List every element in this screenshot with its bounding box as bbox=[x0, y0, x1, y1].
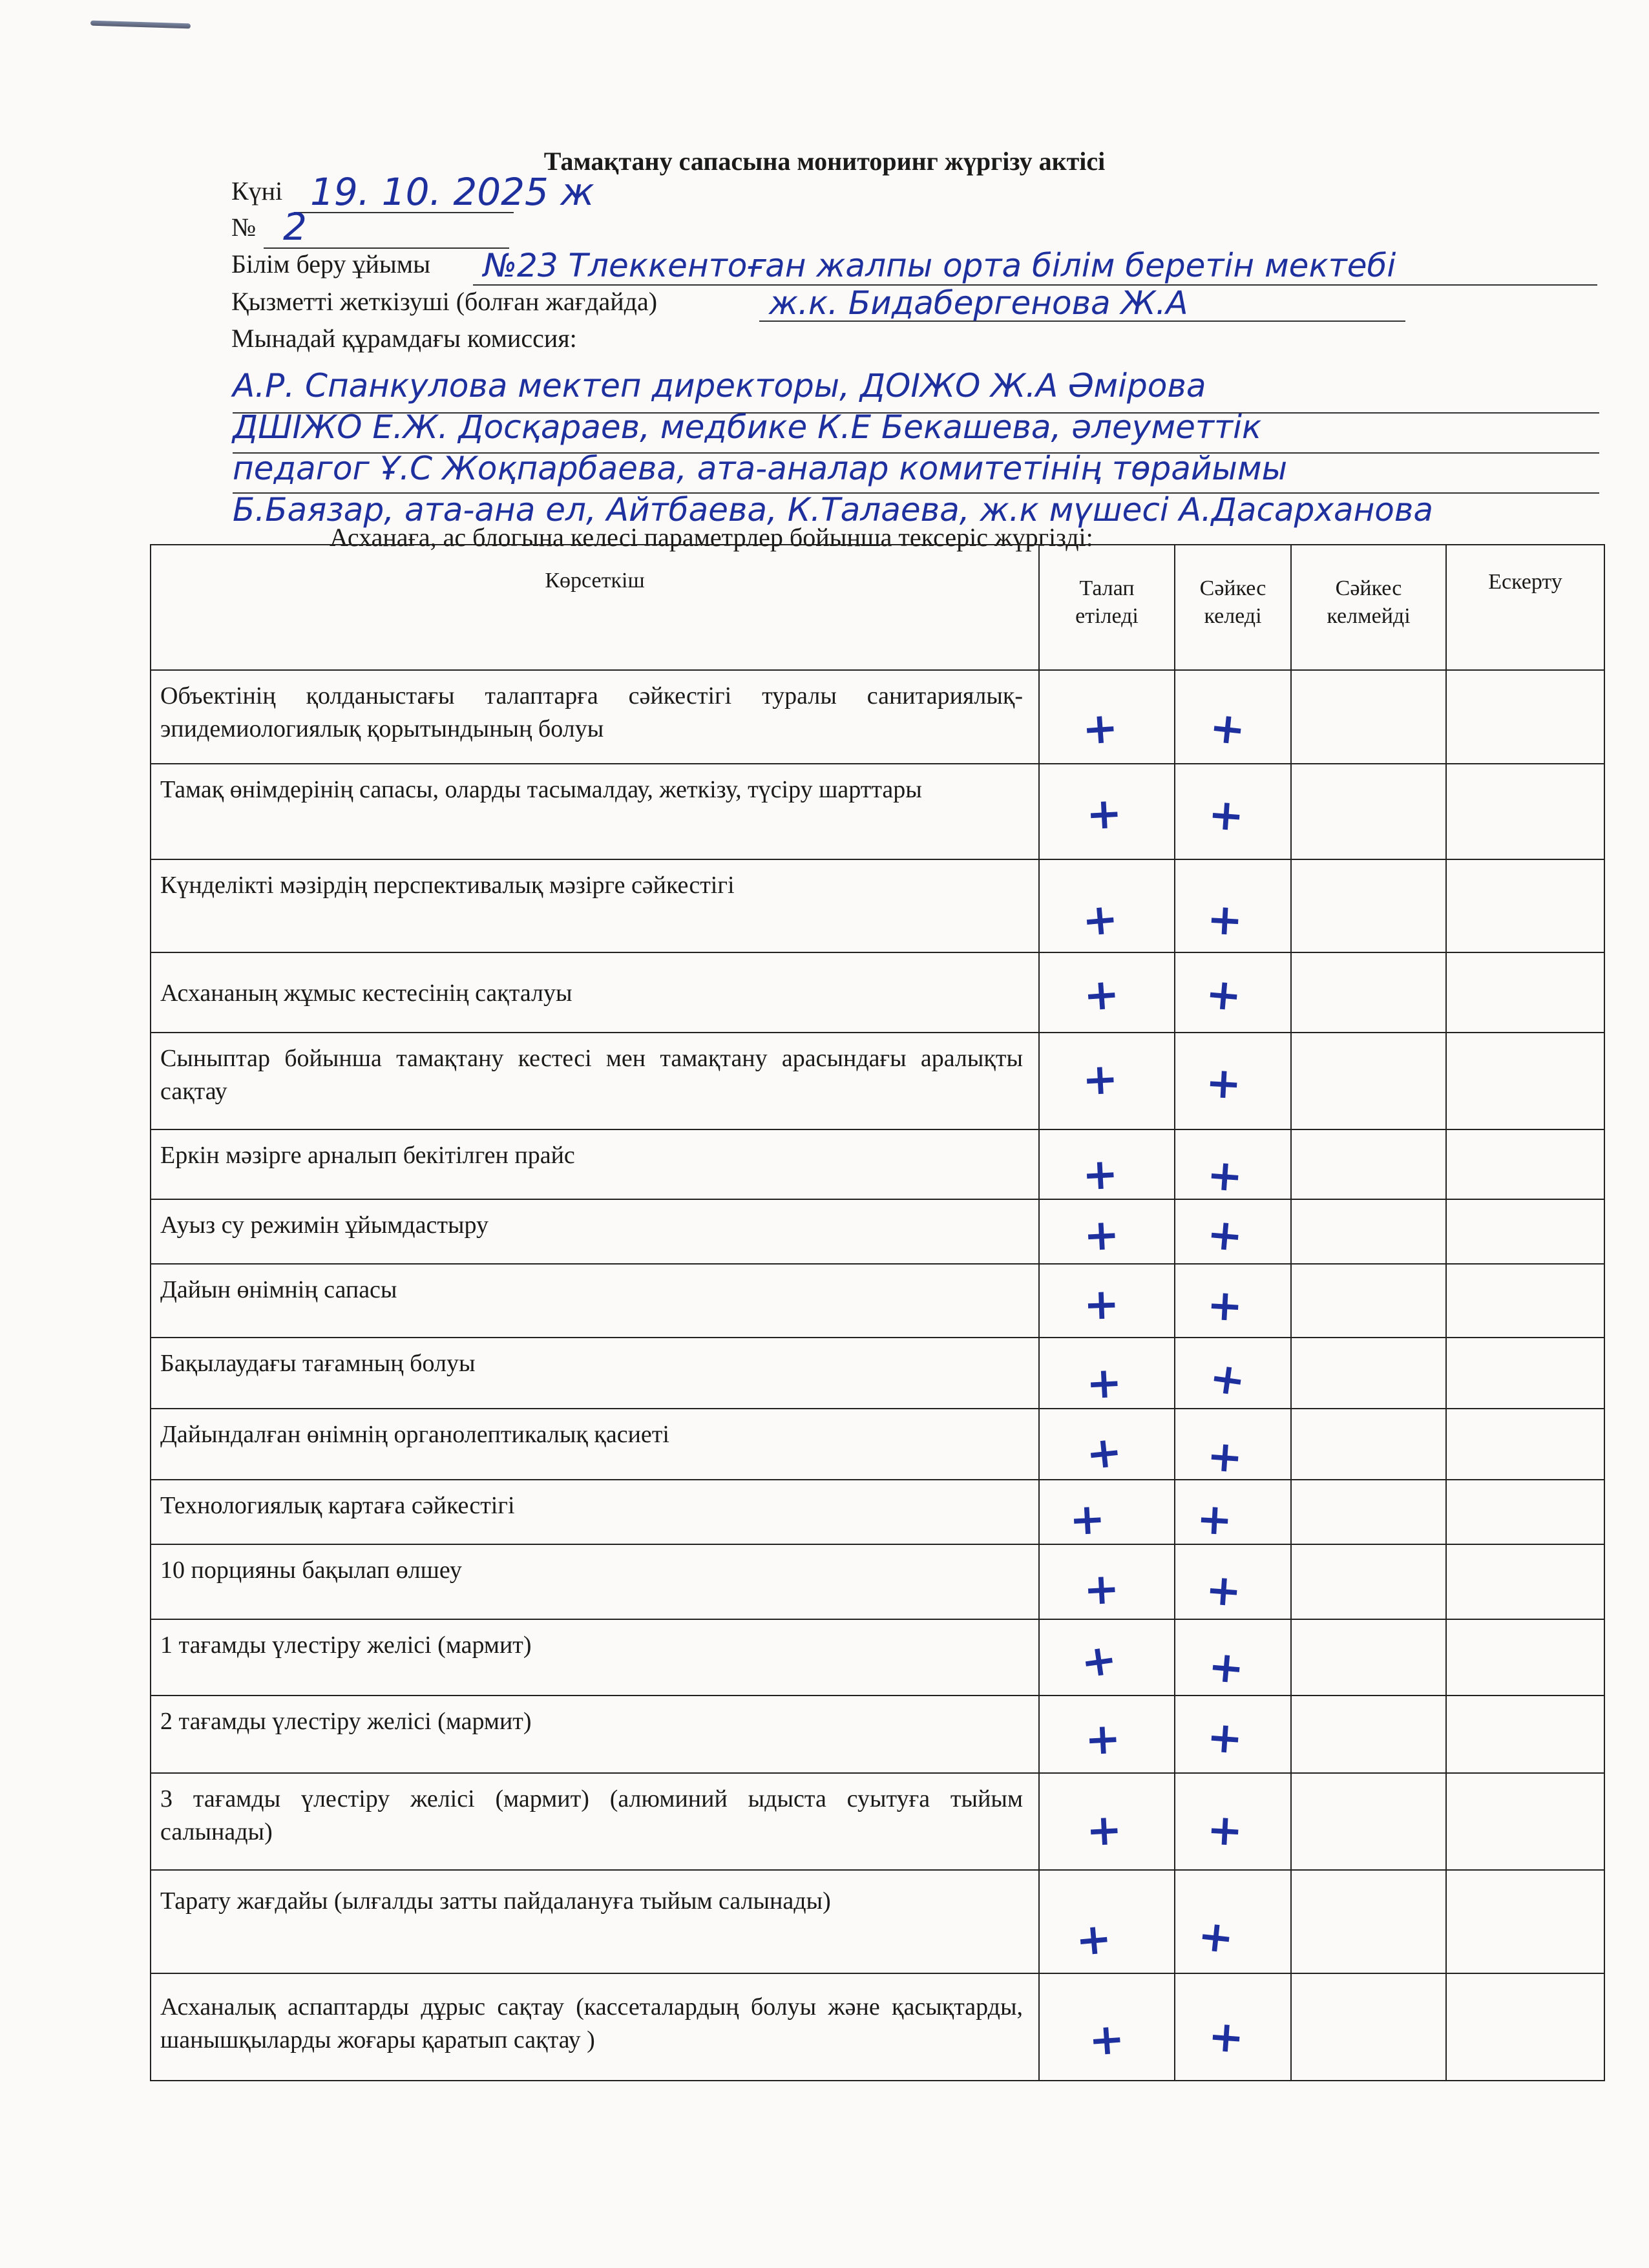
table-row bbox=[151, 1199, 1604, 1264]
monitoring-table bbox=[150, 544, 1605, 2081]
plus-mark: + bbox=[1204, 968, 1244, 1022]
indicator-cell: Технологиялық картаға сәйкестігі bbox=[151, 1480, 1039, 1544]
noncompliant-cell bbox=[1291, 670, 1446, 764]
required-cell bbox=[1039, 1773, 1175, 1870]
header-noncompliant-line2: келмейді bbox=[1327, 604, 1411, 628]
note-cell bbox=[1446, 1033, 1604, 1129]
note-cell bbox=[1446, 1409, 1604, 1480]
note-cell bbox=[1446, 764, 1604, 859]
compliant-cell bbox=[1175, 1544, 1291, 1619]
noncompliant-cell bbox=[1291, 1696, 1446, 1773]
indicator-cell: Еркін мәзірге арналып бекітілген прайс bbox=[151, 1129, 1039, 1199]
noncompliant-cell bbox=[1291, 1619, 1446, 1696]
indicator-cell: Асхананың жұмыс кестесінің сақталуы bbox=[151, 952, 1039, 1033]
note-cell bbox=[1446, 1619, 1604, 1696]
noncompliant-cell bbox=[1291, 859, 1446, 952]
organization-label: Білім беру ұйымы bbox=[231, 249, 430, 278]
plus-mark: + bbox=[1204, 1564, 1244, 1617]
note-cell bbox=[1446, 1264, 1604, 1338]
noncompliant-cell bbox=[1291, 1264, 1446, 1338]
note-cell bbox=[1446, 1129, 1604, 1199]
required-cell bbox=[1039, 670, 1175, 764]
indicator-cell: 10 порцияны бақылап өлшеу bbox=[151, 1544, 1039, 1619]
plus-mark: + bbox=[1206, 894, 1245, 946]
noncompliant-cell bbox=[1291, 1129, 1446, 1199]
required-cell bbox=[1039, 1199, 1175, 1264]
plus-mark: + bbox=[1084, 1426, 1125, 1480]
required-cell bbox=[1039, 1696, 1175, 1773]
header-compliant-line2: келеді bbox=[1204, 604, 1262, 628]
compliant-cell bbox=[1175, 670, 1291, 764]
note-cell bbox=[1446, 952, 1604, 1033]
compliant-cell bbox=[1175, 1773, 1291, 1870]
table-row bbox=[151, 1264, 1604, 1338]
required-cell bbox=[1039, 1264, 1175, 1338]
note-cell bbox=[1446, 1544, 1604, 1619]
noncompliant-cell bbox=[1291, 764, 1446, 859]
indicator-cell: Объектінің қолданыстағы талаптарға сәйкестігі туралы санитариялық-эпидемиологиялық қорытындының болуы bbox=[151, 670, 1039, 764]
required-cell bbox=[1039, 1033, 1175, 1129]
table-row bbox=[151, 764, 1604, 859]
indicator-cell: Тамақ өнімдерінің сапасы, оларды тасымалдау, жеткізу, түсіру шарттары bbox=[151, 764, 1039, 859]
required-cell bbox=[1039, 1619, 1175, 1696]
plus-mark: + bbox=[1206, 1641, 1246, 1694]
required-cell bbox=[1039, 1870, 1175, 1973]
plus-mark: + bbox=[1205, 1150, 1245, 1202]
document-title: Тамақтану сапасына мониторинг жүргізу актісі bbox=[543, 147, 1106, 176]
noncompliant-cell bbox=[1291, 1409, 1446, 1480]
table-row bbox=[151, 1973, 1604, 2081]
compliant-cell bbox=[1175, 1973, 1291, 2081]
compliant-cell bbox=[1175, 1338, 1291, 1409]
date-value: 19. 10. 2025 ж bbox=[310, 170, 594, 214]
required-cell bbox=[1039, 1544, 1175, 1619]
required-cell bbox=[1039, 1129, 1175, 1199]
indicator-cell: 2 тағамды үлестіру желісі (мармит) bbox=[151, 1696, 1039, 1773]
table-row bbox=[151, 1773, 1604, 1870]
indicator-cell: Асханалық аспаптарды дұрыс сақтау (кассеталардың болуы және қасықтарды, шанышқыларды жоғары қаратып сақтау ) bbox=[151, 1973, 1039, 2081]
plus-mark: + bbox=[1082, 1209, 1121, 1261]
plus-mark: + bbox=[1195, 1493, 1234, 1546]
commission-member-line: Б.Баязар, ата-ана ел, Айтбаева, К.Талаева, ж.к мүшесі А.Дасарханова bbox=[233, 491, 1433, 529]
noncompliant-cell bbox=[1291, 1973, 1446, 2081]
noncompliant-cell bbox=[1291, 1480, 1446, 1544]
plus-mark: + bbox=[1068, 1493, 1107, 1546]
plus-mark: + bbox=[1074, 1913, 1114, 1966]
plus-mark: + bbox=[1195, 1910, 1237, 1964]
noncompliant-cell bbox=[1291, 1199, 1446, 1264]
noncompliant-cell bbox=[1291, 1544, 1446, 1619]
plus-mark: + bbox=[1205, 1431, 1245, 1483]
plus-mark: + bbox=[1087, 2013, 1127, 2066]
required-cell bbox=[1039, 1973, 1175, 2081]
note-cell bbox=[1446, 1480, 1604, 1544]
plus-mark: + bbox=[1081, 1148, 1120, 1201]
table-row bbox=[151, 1544, 1604, 1619]
compliant-cell bbox=[1175, 952, 1291, 1033]
indicator-cell: Дайын өнімнің сапасы bbox=[151, 1264, 1039, 1338]
plus-mark: + bbox=[1080, 702, 1120, 755]
compliant-cell bbox=[1175, 1480, 1291, 1544]
indicator-cell: Ауыз су режимін ұйымдастыру bbox=[151, 1199, 1039, 1264]
date-label: Күні bbox=[231, 176, 283, 205]
plus-mark: + bbox=[1084, 1713, 1122, 1765]
noncompliant-cell bbox=[1291, 1773, 1446, 1870]
indicator-cell: Дайындалған өнімнің органолептикалық қасиеті bbox=[151, 1409, 1039, 1480]
note-cell bbox=[1446, 1338, 1604, 1409]
plus-mark: + bbox=[1085, 788, 1124, 840]
plus-mark: + bbox=[1206, 1279, 1245, 1332]
indicator-cell: Бақылаудағы тағамның болуы bbox=[151, 1338, 1039, 1409]
required-cell bbox=[1039, 764, 1175, 859]
plus-mark: + bbox=[1082, 1563, 1121, 1615]
indicator-cell: 1 тағамды үлестіру желісі (мармит) bbox=[151, 1619, 1039, 1696]
header-noncompliant bbox=[1291, 545, 1446, 670]
plus-mark: + bbox=[1204, 1057, 1243, 1109]
commission-label: Мынадай құрамдағы комиссия: bbox=[231, 324, 577, 353]
compliant-cell bbox=[1175, 1696, 1291, 1773]
table-row bbox=[151, 670, 1604, 764]
plus-mark: + bbox=[1206, 1804, 1245, 1856]
required-cell bbox=[1039, 1338, 1175, 1409]
plus-mark: + bbox=[1080, 893, 1120, 947]
plus-mark: + bbox=[1082, 1279, 1120, 1330]
plus-mark: + bbox=[1085, 1357, 1124, 1409]
noncompliant-cell bbox=[1291, 952, 1446, 1033]
commission-member-line: педагог Ұ.С Жоқпарбаева, ата-аналар комитетінің төрайымы bbox=[233, 450, 1288, 487]
table-row bbox=[151, 1409, 1604, 1480]
supplier-label: Қызметті жеткізуші (болған жағдайда) bbox=[231, 287, 658, 316]
note-cell bbox=[1446, 1773, 1604, 1870]
table-row bbox=[151, 952, 1604, 1033]
table-row bbox=[151, 1129, 1604, 1199]
required-cell bbox=[1039, 952, 1175, 1033]
organization-value: №23 Тлеккентоған жалпы орта білім беретін мектебі bbox=[483, 247, 1396, 284]
supplier-value: ж.к. Бидабергенова Ж.А bbox=[769, 284, 1188, 322]
pen-scratch-mark bbox=[90, 21, 191, 29]
table-row bbox=[151, 1619, 1604, 1696]
number-label: № bbox=[231, 213, 257, 242]
note-cell bbox=[1446, 670, 1604, 764]
table-row bbox=[151, 1696, 1604, 1773]
header-compliant bbox=[1175, 545, 1291, 670]
header-indicator: Көрсеткіш bbox=[151, 545, 1039, 670]
compliant-cell bbox=[1175, 1129, 1291, 1202]
indicator-cell: Күнделікті мәзірдің перспективалық мәзірге сәйкестігі bbox=[151, 859, 1039, 952]
note-cell bbox=[1446, 1199, 1604, 1264]
number-value: 2 bbox=[283, 205, 307, 249]
noncompliant-cell bbox=[1291, 1870, 1446, 1973]
plus-mark: + bbox=[1206, 2011, 1246, 2063]
compliant-cell bbox=[1175, 1619, 1291, 1696]
compliant-cell bbox=[1175, 1870, 1291, 1973]
required-cell bbox=[1039, 859, 1175, 952]
table-row bbox=[151, 1033, 1604, 1129]
table-row bbox=[151, 1338, 1604, 1409]
noncompliant-cell bbox=[1291, 1338, 1446, 1409]
table-row bbox=[151, 1870, 1604, 1973]
required-cell bbox=[1039, 1409, 1175, 1480]
commission-member-line: А.Р. Спанкулова мектеп директоры, ДОІЖО Ж.А Әмірова bbox=[233, 367, 1206, 404]
plus-mark: + bbox=[1078, 1633, 1120, 1688]
noncompliant-cell bbox=[1291, 1033, 1446, 1129]
compliant-cell bbox=[1175, 764, 1291, 859]
plus-mark: + bbox=[1085, 1804, 1124, 1856]
table-header-row bbox=[151, 545, 1604, 670]
compliant-cell bbox=[1175, 1033, 1291, 1129]
plus-mark: + bbox=[1207, 701, 1248, 755]
compliant-cell bbox=[1175, 1264, 1291, 1338]
table-row bbox=[151, 1480, 1604, 1544]
compliant-cell bbox=[1175, 1199, 1291, 1264]
compliant-cell bbox=[1175, 1409, 1291, 1483]
table-row bbox=[151, 859, 1604, 952]
plus-mark: + bbox=[1205, 1208, 1245, 1262]
plus-mark: + bbox=[1206, 789, 1246, 841]
indicator-cell: Сыныптар бойынша тамақтану кестесі мен тамақтану арасындағы аралықты сақтау bbox=[151, 1033, 1039, 1129]
header-compliant-line1: Сәйкес bbox=[1199, 576, 1266, 600]
header-note: Ескерту bbox=[1446, 545, 1604, 670]
note-cell bbox=[1446, 1973, 1604, 2081]
compliant-cell bbox=[1175, 859, 1291, 952]
note-cell bbox=[1446, 859, 1604, 952]
indicator-cell: 3 тағамды үлестіру желісі (мармит) (алюминий ыдыста суытуға тыйым салынады) bbox=[151, 1773, 1039, 1870]
note-cell bbox=[1446, 1870, 1604, 1973]
commission-member-line: ДШІЖО Е.Ж. Досқараев, медбике К.Е Бекашева, әлеуметтік bbox=[233, 408, 1262, 446]
header-noncompliant-line1: Сәйкес bbox=[1335, 576, 1402, 600]
note-cell bbox=[1446, 1696, 1604, 1773]
plus-mark: + bbox=[1205, 1712, 1245, 1764]
plus-mark: + bbox=[1081, 1053, 1120, 1106]
plus-mark: + bbox=[1206, 1352, 1249, 1407]
header-required-line2: етіледі bbox=[1075, 604, 1139, 628]
indicator-cell: Тарату жағдайы (ылғалды затты пайдалануға тыйым салынады) bbox=[151, 1870, 1039, 1973]
plus-mark: + bbox=[1082, 969, 1122, 1021]
header-required bbox=[1039, 545, 1175, 670]
inspection-intro: Асханаға, ас блогына келесі параметрлер бойынша тексеріс жүргізді: bbox=[330, 523, 1093, 552]
header-required-line1: Талап bbox=[1079, 576, 1135, 600]
required-cell bbox=[1039, 1480, 1175, 1544]
